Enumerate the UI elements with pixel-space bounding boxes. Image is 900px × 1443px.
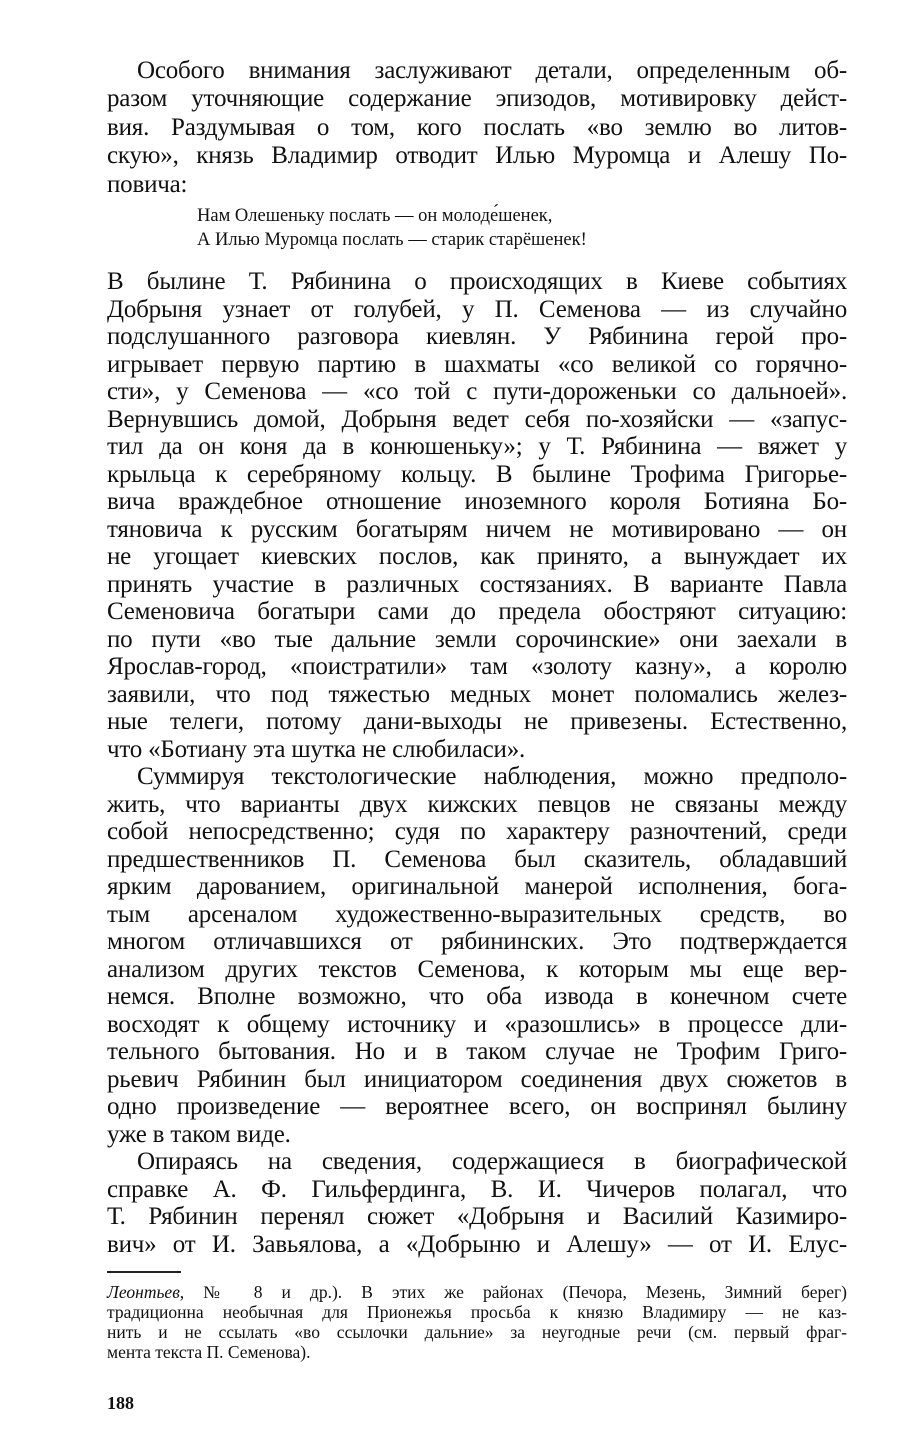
text-line: Вернувшись домой, Добрыня ведет себя по-хозяйски — «запус- (107, 405, 847, 433)
text-line: справке А. Ф. Гильфердинга, В. И. Чичеров полагал, что (107, 1175, 847, 1203)
text-line: Ярослав-город, «поистратили» там «золоту казну», а королю (107, 653, 847, 680)
poem-line: Нам Олешеньку послать — он молоде́шенек, (197, 206, 553, 226)
text-line: анализом других текстов Семенова, к которым мы еще вер- (107, 955, 847, 983)
text-line: Т. Рябинин перенял сюжет «Добрыня и Василий Казимиро- (107, 1203, 847, 1230)
footnote (107, 1282, 847, 1362)
text-line: по пути «во тые дальние земли сорочинские» они заехали в (107, 625, 847, 653)
text-line: уже в таком виде. (107, 1120, 291, 1148)
text-line: предшественников П. Семенова был сказитель, обладавший (107, 845, 847, 873)
paragraph-1 (107, 57, 847, 199)
text-line: Добрыня узнает от голубей, у П. Семенова — из случайно (107, 295, 847, 323)
footnote-line (107, 1282, 847, 1302)
footnote-line: нить и не ссылать «во ссылочки дальние» за неугодные речи (см. первый фраг- (107, 1322, 847, 1342)
footnote-text: , № 8 и др.). В этих же районах (Печора, Мезень, Зимний берег) (179, 1282, 847, 1302)
text-line: ярким дарованием, оригинальной манерой исполнения, бога- (107, 873, 847, 900)
text-line: скую», князь Владимир отводит Илью Муромца и Алешу По- (107, 142, 847, 170)
footnote-divider (107, 1271, 181, 1273)
text-line: заявили, что под тяжестью медных монет поломались желез- (107, 680, 847, 708)
text-line: Опираясь на сведения, содержащиеся в биографической (137, 1148, 847, 1175)
text-line: жить, что варианты двух кижских певцов не связаны между (107, 790, 847, 818)
text-line: тяновича к русским богатырям ничем не мотивировано — он (107, 515, 847, 543)
body-text (107, 268, 847, 1258)
footnote-line: традиционна необычная для Прионежья просьба к князю Владимиру — не каз- (107, 1302, 847, 1322)
text-line: Семеновича богатыри сами до предела обостряют ситуацию: (107, 598, 847, 625)
text-line: рьевич Рябинин был инициатором соединения двух сюжетов в (107, 1065, 847, 1093)
text-line: что «Ботиану эта шутка не слюбиласи». (107, 735, 526, 763)
text-line: не угощает киевских послов, как принято, а вынуждает их (107, 543, 847, 570)
footnote-line: мента текста П. Семенова). (107, 1342, 311, 1362)
text-line: восходят к общему источнику и «разошлись» в процессе дли- (107, 1010, 847, 1038)
text-line: Суммируя текстологические наблюдения, можно предполо- (137, 763, 847, 790)
text-line: вия. Раздумывая о том, кого послать «во землю во литов- (107, 113, 847, 141)
text-line: тельного бытования. Но и в таком случае не Трофим Григо- (107, 1038, 847, 1065)
text-line: вич» от И. Завьялова, а «Добрыню и Алешу» — от И. Елус- (107, 1230, 847, 1258)
page-number: 188 (107, 1393, 134, 1413)
paragraph-3 (107, 763, 847, 1148)
text-line: разом уточняющие содержание эпизодов, мотивировку дейст- (107, 85, 847, 113)
paragraph-4 (107, 1148, 847, 1258)
text-line: тил да он коня да в конюшеньку»; у Т. Рябинина — вяжет у (107, 433, 847, 460)
footnote-author: Леонтьев (107, 1282, 180, 1302)
text-line: одно произведение — вероятнее всего, он воспринял былину (107, 1093, 847, 1120)
text-line: повича: (107, 170, 188, 198)
text-line: собой непосредственно; судя по характеру разночтений, среди (107, 818, 847, 845)
poem-quote (197, 204, 587, 252)
text-line: В былине Т. Рябинина о происходящих в Киеве событиях (107, 268, 847, 295)
text-line: ные телеги, потому дани-выходы не привезены. Естественно, (107, 708, 847, 735)
paragraph-2 (107, 268, 847, 763)
text-line: игрывает первую партию в шахматы «со великой со горячно- (107, 350, 847, 378)
text-line: многом отличавшихся от рябининских. Это подтверждается (107, 928, 847, 955)
text-line: тым арсеналом художественно-выразительных средств, во (107, 900, 847, 928)
poem-line: А Илью Муромца послать — старик старёшенек! (197, 230, 587, 250)
text-line: сти», у Семенова — «со той с пути-дороженьки со дальноей». (107, 378, 847, 405)
text-line: немся. Вполне возможно, что оба извода в конечном счете (107, 983, 847, 1010)
text-line: вича враждебное отношение иноземного короля Ботияна Бо- (107, 488, 847, 515)
text-line: крыльца к серебряному кольцу. В былине Трофима Григорье- (107, 460, 847, 488)
text-line: подслушанного разговора киевлян. У Рябинина герой про- (107, 323, 847, 350)
text-line: принять участие в различных состязаниях. В варианте Павла (107, 570, 847, 598)
text-line: Особого внимания заслуживают детали, определенным об- (137, 57, 847, 84)
